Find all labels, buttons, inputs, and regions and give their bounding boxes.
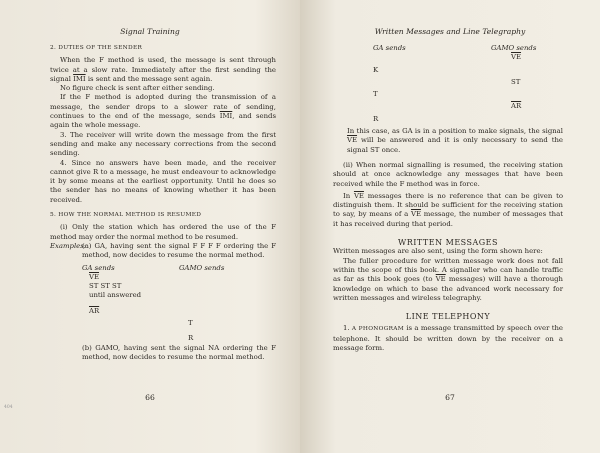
examples-label: Examples: [50,241,87,250]
example-a: Examples: (a) GA, having sent the signal F F F F ordering the F method, now decides to resume the normal method. [50,241,276,260]
page-number-right: 67 [445,393,455,402]
column-header-ga: GA sends [373,44,406,52]
heading-line-telephony: LINE TELEPHONY [405,312,491,322]
left-page-content [50,44,276,362]
signal-imi: $\overline{IMI}$ [73,74,86,83]
paragraph: In this case, as GA is in a position to make signals, the signal $\overline{VE}$ will be answered and it is only necessary to send the signal ST once. [347,127,563,154]
section-heading-duties: 2. DUTIES OF THE SENDER [50,45,143,51]
column-header-ga: GA sends [82,263,115,272]
signal-imi: $\overline{IMI}$ [219,112,233,121]
heading-written-messages: WRITTEN MESSAGES [398,238,498,248]
paragraph: If the F method is adopted during the transmission of a message, the sender drops to a slower rate of sending, continues to the end of the message, sends $\overline{IMI}$, and sends again the whole message. [50,93,276,130]
page-number-left: 66 [145,393,155,402]
running-header-right: Written Messages and Line Telegraphy [374,27,526,36]
signal-ve: $\overline{VE}$ [347,136,358,145]
right-page [300,0,600,453]
column-header-gamo: GAMO sends [179,263,225,272]
signal-ve: $\overline{VE}$ [511,53,522,62]
paragraph: Written messages are also sent, using the form shown here: [333,247,543,256]
signal-ar: $\overline{AR}$ [511,102,522,111]
signal-ve: $\overline{VE}$ [89,272,100,281]
signal-table-left: GA sends GAMO sends $\overline{VE}$ ST ST ST until answered $\overline{AR}$ T R [50,264,276,344]
paragraph: 4. Since no answers have been made, and the receiver cannot give R to a message, he must endeavour to acknowledge it by some means at the earliest opportunity. Until he does so the sender has no means of knowing whether it has been received. [50,158,276,204]
paragraph: (ii) When normal signalling is resumed, the receiving station should at once acknowledge any messages that have been received while the F method was in force. [333,160,563,188]
paragraph: When the F method is used, the message is sent through twice at a slow rate. Immediately after the first sending the signal $\overline{IMI}$ is sent and the message sent again. [50,56,276,83]
signal-ve: $\overline{VE}$ [410,210,421,219]
running-header-left: Signal Training [120,27,180,36]
paragraph: No figure check is sent after either sending. [60,84,215,93]
paragraph: 1. A PHONOGRAM is a message transmitted by speech over the telephone. It should be written down by the receiver on a message form. [333,324,563,353]
right-page-content [333,44,563,353]
paragraph: In $\overline{VE}$ messages there is no reference that can be given to distinguish them. It should be sufficient for the receiving station to say, by means of a $\overline{VE}$ message, the number of messages that it has received during that period. [333,191,563,228]
signal-ve: $\overline{VE}$ [435,275,446,284]
signal-ar: $\overline{AR}$ [89,306,100,315]
term-phonogram: A PHONOGRAM [351,326,405,333]
paragraph: (i) Only the station which has ordered the use of the F method may order the normal method to be resumed. [50,223,276,241]
paragraph: The fuller procedure for written message work does not fall within the scope of this book. A signaller who can handle traffic as far as this book goes (to $\overline{VE}$ messages) will have a thorough knowledge on which to base the advanced work necessary for written messages and wireless telegraphy. [333,256,563,302]
signal-table-right: GA sends GAMO sends $\overline{VE}$ K ST T $\overline{AR}$ R [333,44,563,124]
column-header-gamo: GAMO sends [491,44,537,52]
signal-ve: $\overline{VE}$ [353,191,364,200]
section-heading-resume: 5. HOW THE NORMAL METHOD IS RESUMED [50,212,202,219]
corner-mark: 404 [4,405,13,410]
example-b: (b) GAMO, having sent the signal NA ordering the F method, now decides to resume the normal method. [82,343,276,361]
paragraph: 3. The receiver will write down the message from the first sending and make any necessary corrections from the second sending. [50,130,276,158]
